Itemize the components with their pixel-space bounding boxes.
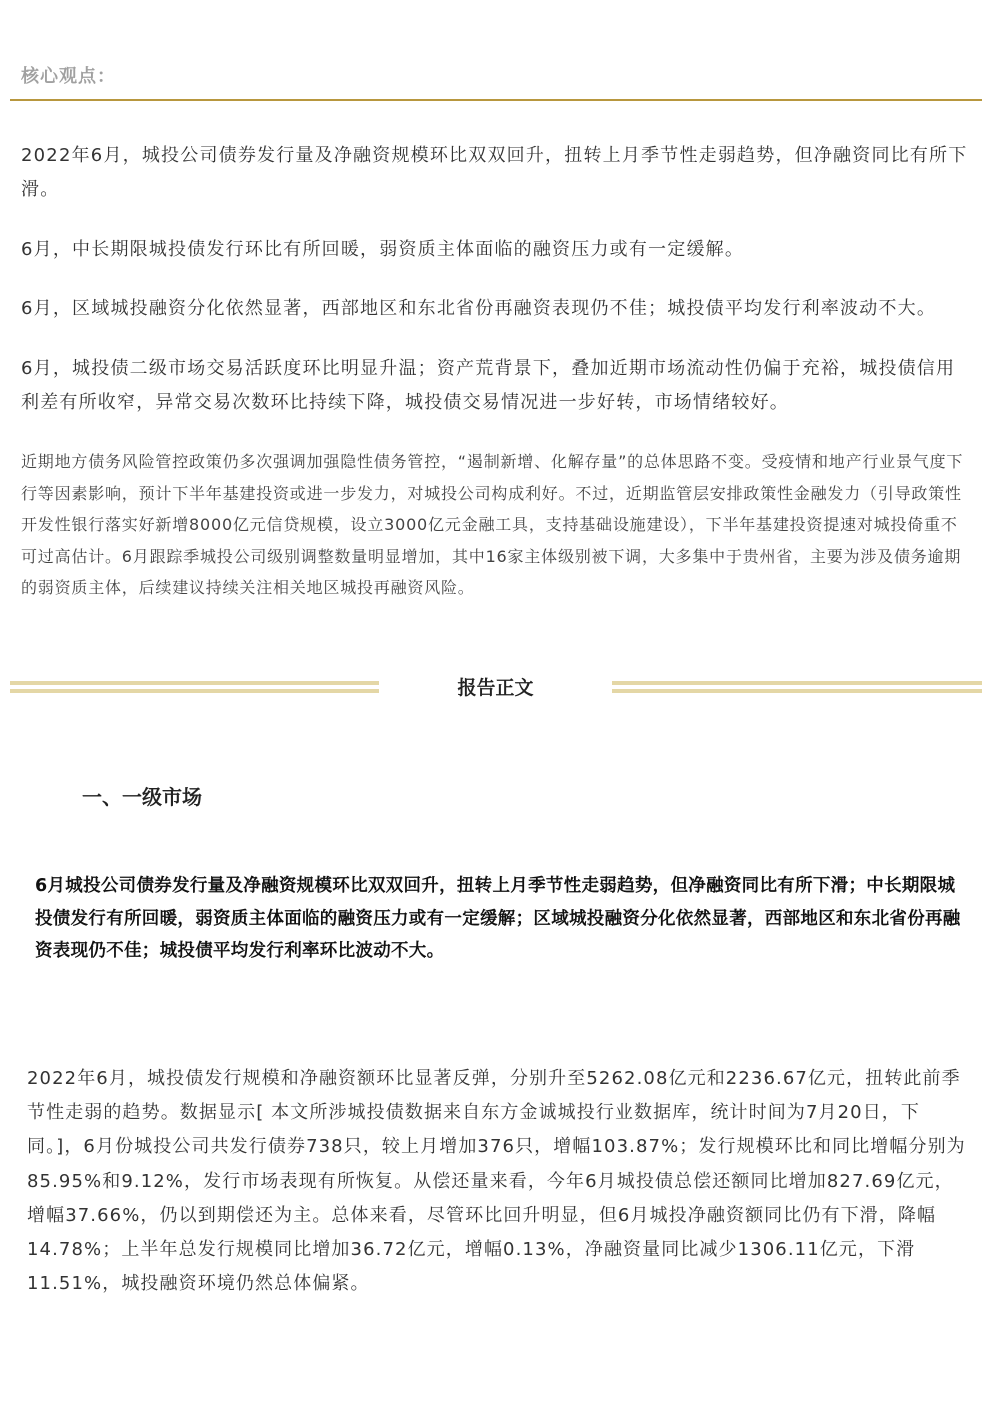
core-point-4: 6月，城投债二级市场交易活跃度环比明显升温；资产荒背景下，叠加近期市场流动性仍偏于充裕，城投债信用利差有所收窄，异常交易次数环比持续下降，城投债交易情况进一步好转，市场情绪较好。	[21, 358, 956, 413]
divider-left-bar	[10, 681, 379, 693]
divider-right-bar	[612, 681, 982, 693]
core-outlook-paragraph: 近期地方债务风险管控政策仍多次强调加强隐性债务管控，“遏制新增、化解存量”的总体思路不变。受疫情和地产行业景气度下行等因素影响，预计下半年基建投资或进一步发力，对城投公司构成利好。不过，近期监管层安排政策性金融发力（引导政策性开发性银行落实好新增8000亿元信贷规模，设立3000亿元金融工具，支持基础设施建设），下半年基建投资提速对城投倚重不可过高估计。6月跟踪季城投公司级别调整数量明显增加，其中16家主体级别被下调，大多集中于贵州省，主要为涉及债务逾期的弱资质主体，后续建议持续关注相关地区城投再融资风险。	[21, 452, 964, 597]
core-points-title: 核心观点：	[21, 66, 116, 87]
core-point-1: 2022年6月，城投公司债券发行量及净融资规模环比双双回升，扭转上月季节性走弱趋势，但净融资同比有所下滑。	[21, 145, 968, 200]
section-body-paragraph: 2022年6月，城投债发行规模和净融资额环比显著反弹，分别升至5262.08亿元和2236.67亿元，扭转此前季节性走弱的趋势。数据显示[ 本文所涉城投债数据来自东方金诚城投行业数据库，统计时间为7月20日，下同。]，6月份城投公司共发行债券738只，较上月增加376只，增幅103.87%；发行规模环比和同比增幅分别为85.95%和9.12%，发行市场表现有所恢复。从偿还量来看，今年6月城投债总偿还额同比增加827.69亿元，增幅37.66%，仍以到期偿还为主。总体来看，尽管环比回升明显，但6月城投净融资额同比仍有下滑，降幅14.78%；上半年总发行规模同比增加36.72亿元，增幅0.13%，净融资量同比减少1306.11亿元，下滑11.51%，城投融资环境仍然总体偏紧。	[27, 1068, 966, 1295]
section-summary: 6月城投公司债券发行量及净融资规模环比双双回升，扭转上月季节性走弱趋势，但净融资同比有所下滑；中长期限城投债发行有所回暖，弱资质主体面临的融资压力或有一定缓解；区域城投融资分化依然显著，西部地区和东北省份再融资表现仍不佳；城投债平均发行利率环比波动不大。	[35, 876, 961, 961]
section-heading: 一、一级市场	[82, 785, 202, 809]
core-points-rule	[10, 99, 982, 101]
report-body-label: 报告正文	[457, 677, 534, 699]
core-point-2: 6月，中长期限城投债发行环比有所回暖，弱资质主体面临的融资压力或有一定缓解。	[21, 239, 745, 260]
core-point-3: 6月，区域城投融资分化依然显著，西部地区和东北省份再融资表现仍不佳；城投债平均发行利率波动不大。	[21, 298, 937, 319]
